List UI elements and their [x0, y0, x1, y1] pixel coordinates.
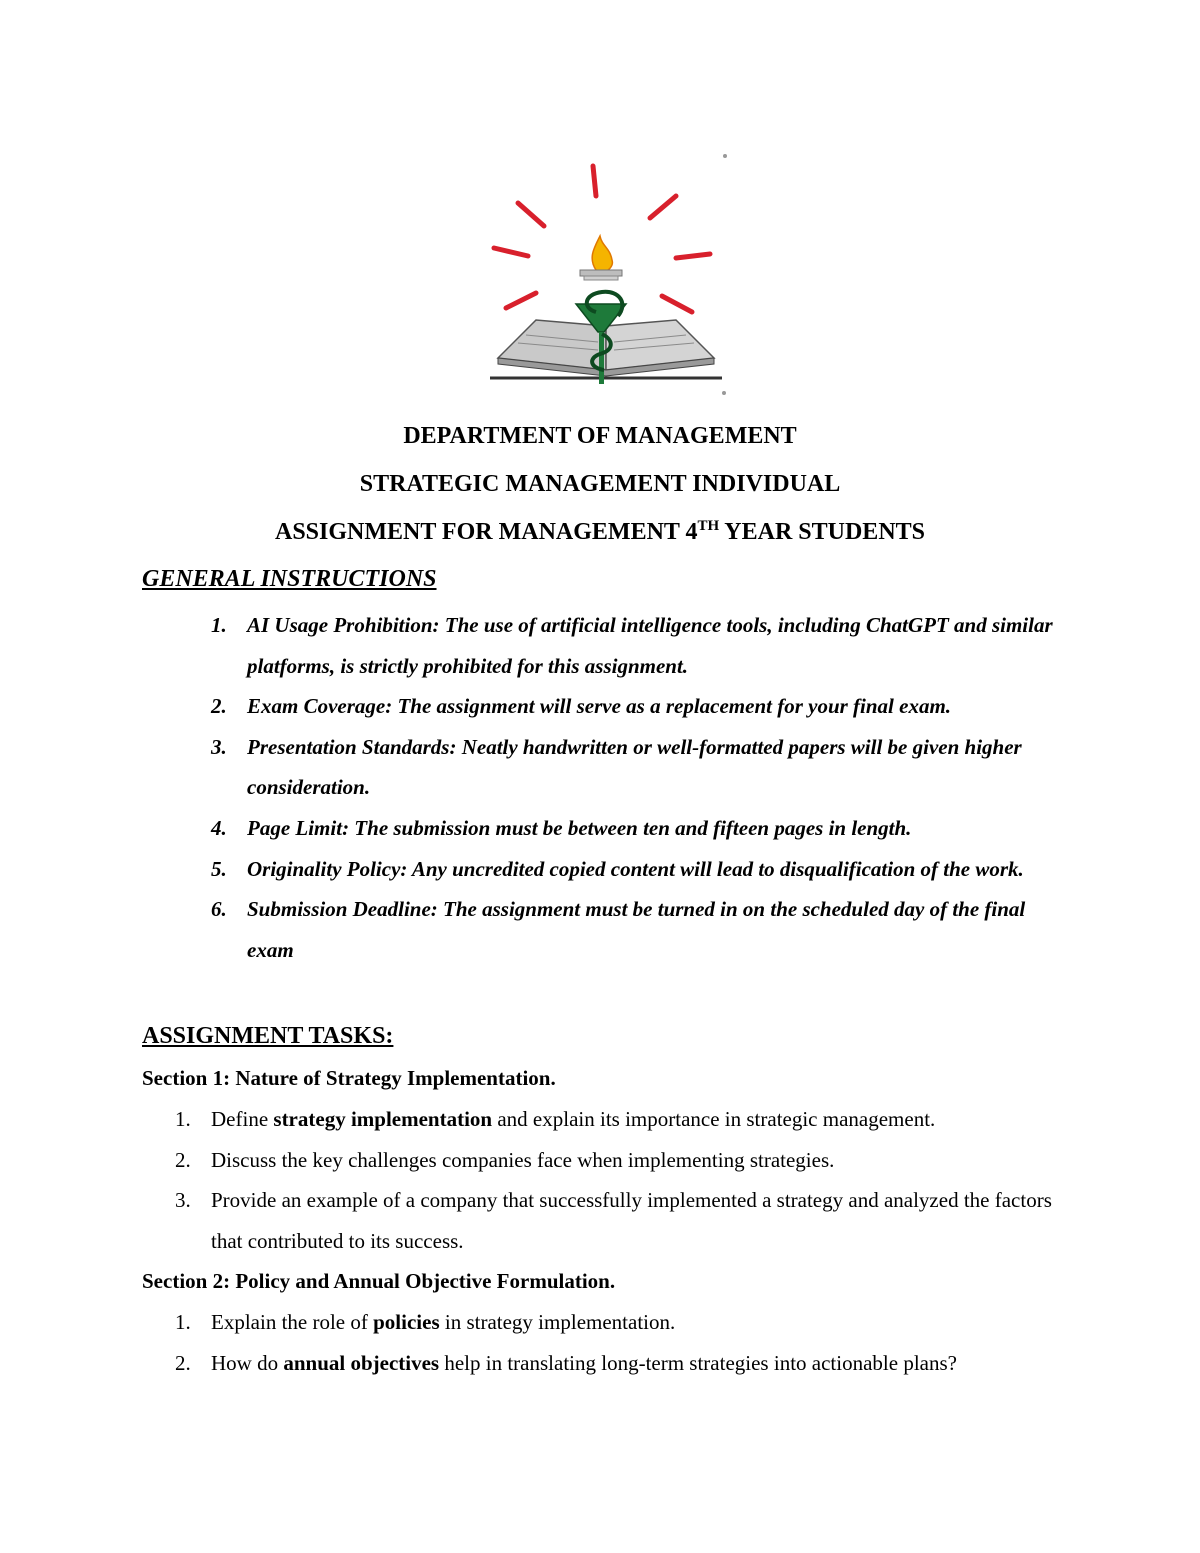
item-number: 1.	[211, 613, 227, 637]
instruction-item	[0, 686, 1062, 727]
item-text: Provide an example of a company that successfully implemented a strategy and analyzed the factors that contributed to its success.	[211, 1188, 1052, 1253]
item-text-end: help in translating long-term strategies into actionable plans?	[439, 1350, 957, 1375]
instructions-list	[0, 605, 1062, 970]
item-text-end: in strategy implementation.	[439, 1310, 676, 1334]
item-text: Presentation Standards: Neatly handwritten or well-formatted papers will be given higher consideration.	[247, 734, 1022, 800]
instruction-item	[0, 849, 1062, 890]
item-number: 3.	[175, 1188, 191, 1213]
assignment-audience	[0, 518, 1200, 549]
item-key-term: annual objectives	[283, 1350, 440, 1375]
item-text-end: and explain its importance in strategic management.	[492, 1107, 936, 1131]
item-number: 4.	[211, 815, 227, 840]
task-item	[0, 1343, 1071, 1384]
general-instructions-title: GENERAL INSTRUCTIONS	[142, 566, 437, 592]
item-text: Page Limit: The submission must be between ten and fifteen pages in length.	[247, 815, 912, 840]
item-text: Explain the role of	[211, 1310, 374, 1334]
ordinal-superscript: TH	[697, 518, 720, 534]
instruction-item	[0, 727, 1062, 808]
task-item	[0, 1302, 1071, 1343]
instruction-item	[0, 605, 1062, 686]
item-key-term: policies	[373, 1310, 440, 1334]
task-item	[0, 1099, 1071, 1140]
department-title: DEPARTMENT OF MANAGEMENT	[403, 423, 797, 449]
audience-text: ASSIGNMENT FOR MANAGEMENT 4	[275, 519, 698, 545]
section-1-heading: Section 1: Nature of Strategy Implementation.	[142, 1066, 556, 1090]
item-text: Exam Coverage: The assignment will serve as a replacement for your final exam.	[247, 694, 952, 719]
flame-icon	[592, 236, 612, 272]
section-2-heading: Section 2: Policy and Annual Objective Formulation.	[142, 1269, 616, 1293]
item-number: 2.	[175, 1147, 191, 1172]
item-number: 5.	[211, 856, 227, 881]
item-text: AI Usage Prohibition: The use of artificial intelligence tools, including ChatGPT and similar platforms, is strictly prohibited for this assignment.	[247, 613, 1053, 678]
item-number: 2.	[211, 694, 227, 719]
item-text: How do	[211, 1350, 284, 1375]
task-item	[0, 1140, 1071, 1181]
item-number: 2.	[175, 1350, 191, 1375]
item-text: Define	[211, 1107, 274, 1131]
audience-text-end: YEAR STUDENTS	[719, 519, 925, 545]
task-item	[0, 1180, 1071, 1261]
instruction-item	[0, 889, 1062, 970]
section-1-list	[0, 1099, 1071, 1261]
instruction-item	[0, 808, 1062, 849]
item-number: 3.	[211, 734, 227, 759]
assignment-title: STRATEGIC MANAGEMENT INDIVIDUAL	[359, 471, 841, 497]
item-number: 1.	[175, 1107, 191, 1131]
section-2-list	[0, 1302, 1071, 1383]
assignment-tasks-title: ASSIGNMENT TASKS:	[142, 1023, 394, 1049]
department-logo-icon	[478, 148, 734, 398]
item-number: 1.	[175, 1310, 191, 1334]
item-text: Submission Deadline: The assignment must be turned in on the scheduled day of the final exam	[247, 897, 1026, 962]
item-key-term: strategy implementation	[273, 1107, 493, 1131]
item-text: Originality Policy: Any uncredited copied content will lead to disqualification of the work.	[247, 856, 1024, 881]
item-number: 6.	[211, 897, 227, 922]
item-text: Discuss the key challenges companies face when implementing strategies.	[211, 1147, 835, 1172]
